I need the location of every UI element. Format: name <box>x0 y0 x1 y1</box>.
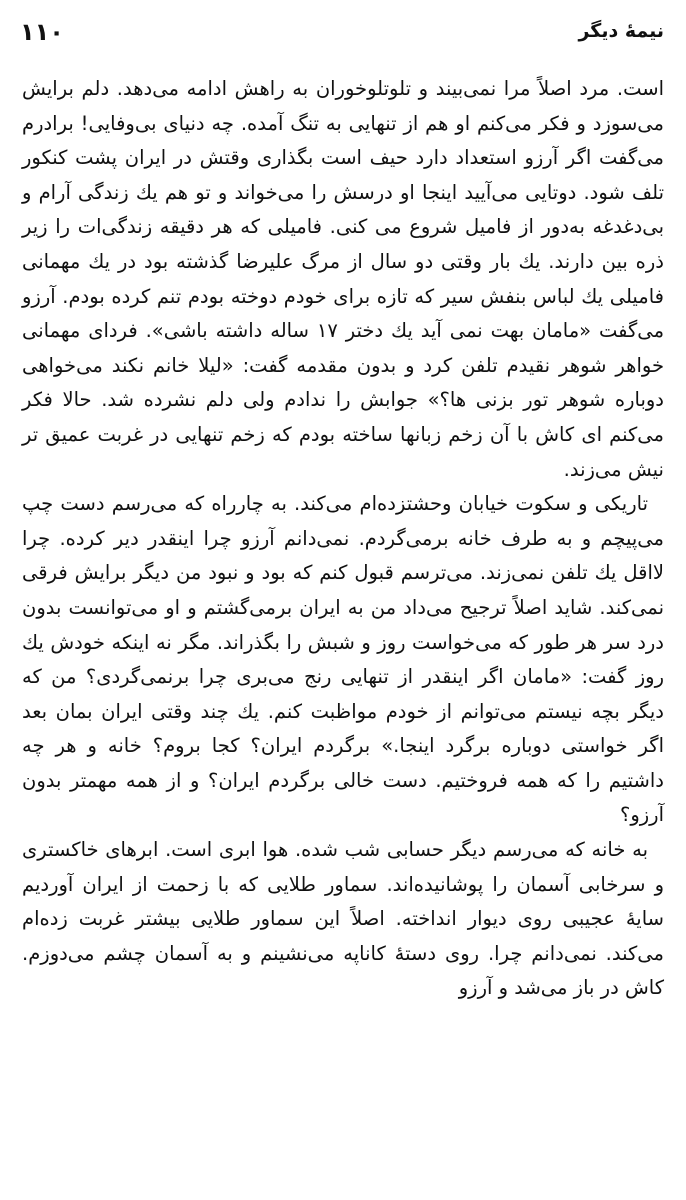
body-text <box>22 72 664 1006</box>
paragraph: تاریکی و سکوت خیابان وحشتزده‌ام می‌کند. به چارراه که می‌رسم دست چپ می‌پیچم و به طرف خانه برمی‌گردم. نمی‌دانم آرزو چرا اینقدر دیر کرده. چرا لااقل یك تلفن نمی‌زند. می‌ترسم قبول کنم که بود و نبود من دیگر برایش فرقی نمی‌کند. شاید اصلاً ترجیح می‌داد من به ایران برمی‌گشتم و او می‌توانست بدون درد سر هر طور که می‌خواست روز و شبش را بگذراند. مگر نه اینکه خودش یك روز گفت: «مامان اگر اینقدر از تنهایی رنج می‌بری چرا برنمی‌گردی؟ من که دیگر بچه نیستم می‌توانم از خودم مواظبت کنم. یك چند وقتی ایران بمان بعد اگر خواستی دوباره برگرد اینجا.» برگردم ایران؟ کجا بروم؟ خانه و هر چه داشتیم را که همه فروختیم. دست خالی برگردم ایران؟ و از همه مهمتر بدون آرزو؟ <box>22 492 664 827</box>
page-number: ۱۱۰ <box>20 18 64 46</box>
paragraph: است. مرد اصلاً مرا نمی‌بیند و تلوتلوخوران به راهش ادامه می‌دهد. دلم برایش می‌سوزد و فکر می‌کنم او هم از تنهایی به تنگ آمده. چه دنیای بی‌وفایی! برادرم می‌گفت اگر آرزو استعداد دارد حیف است بگذاری وقتش در ایران پشت کنکور تلف شود. دوتایی می‌آیید اینجا او درسش را می‌خواند و تو هم یك زندگی آرام و بی‌دغدغه به‌دور از فامیل شروع می کنی. فامیلی که هر دقیقه زندگی‌ات را زیر ذره بین دارند. یك بار وقتی دو سال از مرگ علیرضا گذشته بود در یك مهمانی فامیلی یك لباس بنفش سیر که تازه برای خودم دوخته بودم تنم کرده بودم. آرزو می‌گفت «مامان بهت نمی آید یك دختر ۱۷ ساله داشته باشی». فردای مهمانی خواهر شوهر نقیدم تلفن کرد و بدون مقدمه گفت: «لیلا خانم نکند می‌خواهی دوباره شوهر تور بزنی ها؟» جوابش را ندادم ولی دلم نشرده شد. حالا فکر می‌کنم ای کاش با آن زخم زبانها ساخته بودم که زخم تنهایی در غربت عمیق تر نیش می‌زند. <box>22 77 665 481</box>
page-header <box>20 18 664 52</box>
paragraph: به خانه که می‌رسم دیگر حسابی شب شده. هوا ابری است. ابرهای خاکستری و سرخابی آسمان را پوشانیده‌اند. سماور طلایی که با زحمت از ایران آوردیم سایهٔ عجیبی روی دیوار انداخته. اصلاً این سماور طلایی بیشتر غربت زده‌ام می‌کند. نمی‌دانم چرا. روی دستهٔ کاناپه می‌نشینم و به آسمان چشم می‌دوزم. کاش در باز می‌شد و آرزو <box>22 838 664 1000</box>
running-title: نیمهٔ دیگر <box>578 20 664 42</box>
